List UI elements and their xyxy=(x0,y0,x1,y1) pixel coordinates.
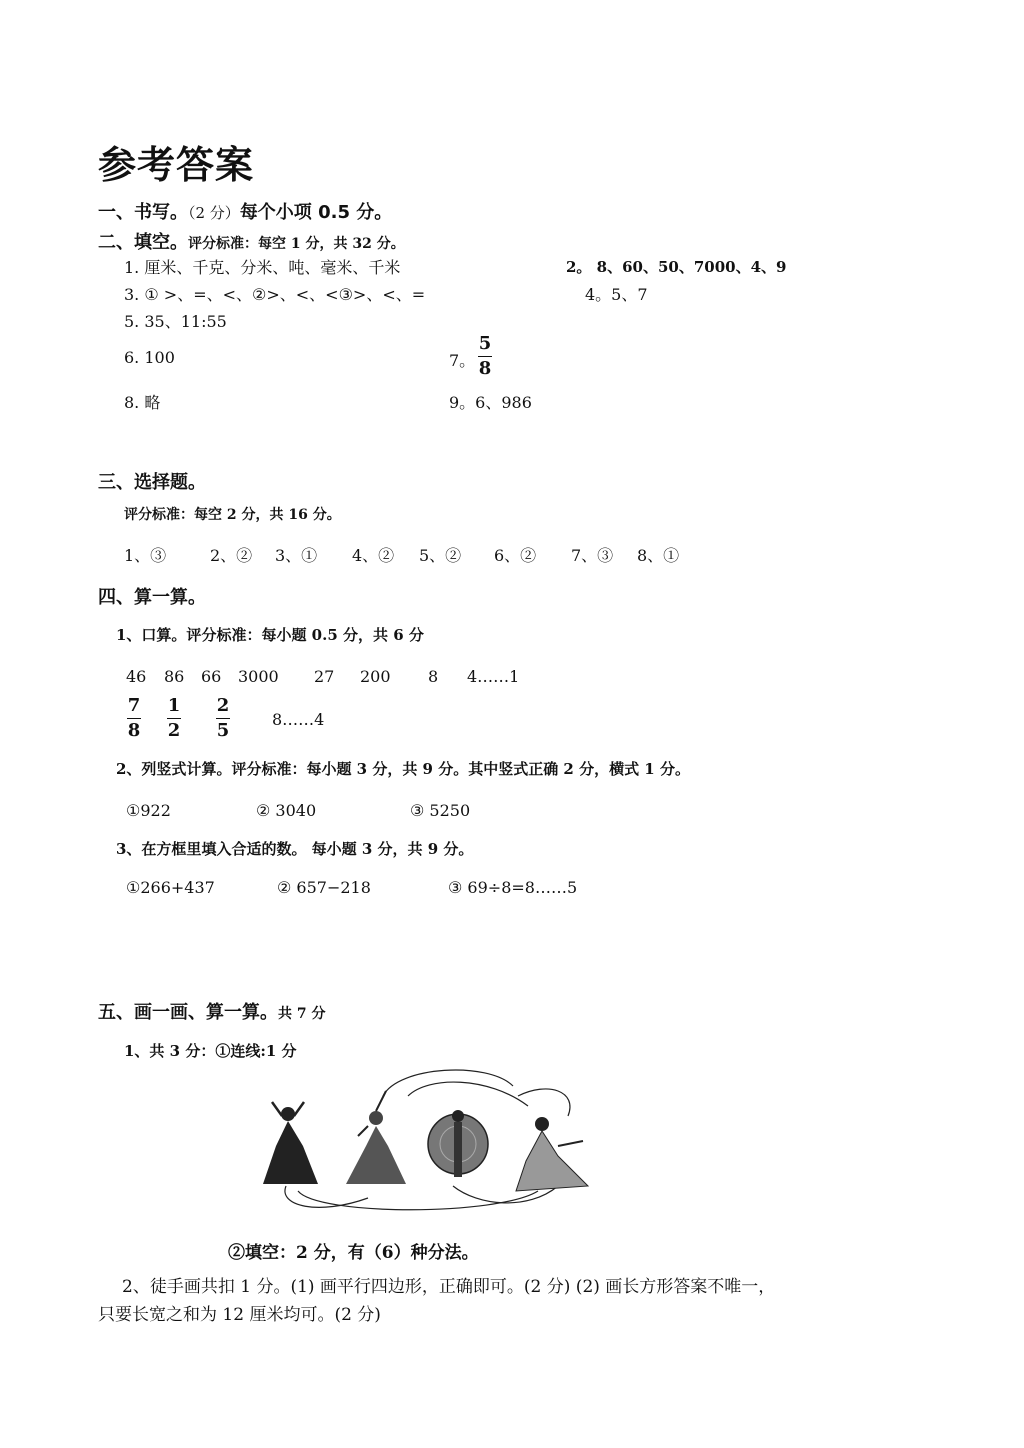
choice-5: 5、② xyxy=(419,546,462,565)
answer-2-1: 1. 厘米、千克、分米、吨、毫米、千米 xyxy=(124,258,401,277)
mental-7: 8 xyxy=(428,667,439,686)
section-3-heading: 三、选择题。 xyxy=(98,472,206,493)
fraction-5-8 xyxy=(478,334,492,379)
mental-2: 86 xyxy=(164,667,185,686)
fraction-7-8 xyxy=(127,696,141,741)
connection-line xyxy=(285,1186,368,1207)
vertical-3: ③ 5250 xyxy=(410,801,471,820)
choice-8: 8、① xyxy=(637,546,680,565)
fraction-denominator: 8 xyxy=(478,358,492,379)
fraction-numerator: 2 xyxy=(216,695,230,716)
mental-1: 46 xyxy=(126,667,147,686)
dancer-4 xyxy=(516,1117,588,1191)
answer-2-8: 8. 略 xyxy=(124,393,161,412)
mental-8: 4……1 xyxy=(467,667,520,686)
connection-line xyxy=(408,1082,528,1106)
answer-2-7: 7。 xyxy=(449,351,476,370)
section-1-rule: 每个小项 0.5 分。 xyxy=(239,202,393,223)
fraction-numerator: 1 xyxy=(167,695,181,716)
mental-6: 200 xyxy=(360,667,391,686)
section-1-title: 一、书写。 xyxy=(98,202,188,223)
choice-1: 1、③ xyxy=(124,546,167,565)
fill-box-3: ③ 69÷8=8……5 xyxy=(448,878,578,897)
choice-4: 4、② xyxy=(352,546,395,565)
page-title: 参考答案 xyxy=(98,143,255,187)
fraction-numerator: 7 xyxy=(127,695,141,716)
choice-3: 3、① xyxy=(275,546,318,565)
dancer-3 xyxy=(428,1110,488,1177)
dancer-2 xyxy=(346,1091,406,1184)
fill-box-2: ② 657−218 xyxy=(277,878,371,897)
section-3-rule: 评分标准：每空 2 分，共 16 分。 xyxy=(124,507,341,523)
choice-6: 6、② xyxy=(494,546,537,565)
answer-2-9: 9。6、986 xyxy=(449,393,532,412)
fraction-denominator: 5 xyxy=(216,720,230,741)
answer-2-6: 6. 100 xyxy=(124,348,175,367)
section-5-part-2-line-2: 只要长宽之和为 12 厘米均可。(2 分) xyxy=(98,1305,381,1325)
fill-box-1: ①266+437 xyxy=(126,878,215,897)
mental-5: 27 xyxy=(314,667,335,686)
section-5-part-2-line-1: 2、徒手画共扣 1 分。(1) 画平行四边形，正确即可。(2 分) (2) 画长方形答案不唯一， xyxy=(122,1277,776,1297)
section-1-heading xyxy=(98,198,392,224)
mental-12: 8……4 xyxy=(272,710,325,729)
section-4-heading: 四、算一算。 xyxy=(98,587,206,608)
answer-2-4: 4。5、7 xyxy=(585,285,648,304)
fraction-denominator: 2 xyxy=(167,720,181,741)
mental-3: 66 xyxy=(201,667,222,686)
section-2-title: 二、填空。 xyxy=(98,232,188,253)
connection-line xyxy=(518,1089,570,1116)
choice-2: 2、② xyxy=(210,546,253,565)
section-5-part-1: 1、共 3 分：①连线:1 分 xyxy=(124,1042,297,1060)
vertical-1: ①922 xyxy=(126,801,171,820)
section-4-part-1: 1、口算。评分标准：每小题 0.5 分，共 6 分 xyxy=(116,626,424,644)
answer-2-5: 5. 35、11:55 xyxy=(124,312,227,331)
dancers-illustration xyxy=(258,1066,598,1211)
connection-line xyxy=(383,1070,513,1096)
choice-7: 7、③ xyxy=(571,546,614,565)
answer-2-3: 3. ① >、=、<、②>、<、<③>、<、= xyxy=(124,285,426,304)
section-5-title: 五、画一画、算一算。 xyxy=(98,1002,278,1023)
fraction-1-2 xyxy=(167,696,181,741)
vertical-2: ② 3040 xyxy=(256,801,317,820)
section-5-heading xyxy=(98,998,326,1024)
section-1-points: （2 分） xyxy=(188,204,240,222)
dancer-1 xyxy=(263,1102,318,1184)
section-4-part-2: 2、列竖式计算。评分标准：每小题 3 分，共 9 分。其中竖式正确 2 分，横式 1 分。 xyxy=(116,760,690,778)
fraction-denominator: 8 xyxy=(127,720,141,741)
mental-4: 3000 xyxy=(238,667,279,686)
section-2-heading xyxy=(98,228,405,254)
section-2-rule: 评分标准：每空 1 分，共 32 分。 xyxy=(188,236,405,252)
section-5-points: 共 7 分 xyxy=(278,1006,326,1022)
section-4-part-3: 3、在方框里填入合适的数。 每小题 3 分，共 9 分。 xyxy=(116,840,474,858)
fraction-numerator: 5 xyxy=(478,333,492,354)
fraction-2-5 xyxy=(216,696,230,741)
section-5-fill: ②填空：2 分，有（6）种分法。 xyxy=(228,1243,479,1263)
answer-2-2: 2。 8、60、50、7000、4、9 xyxy=(566,258,787,276)
